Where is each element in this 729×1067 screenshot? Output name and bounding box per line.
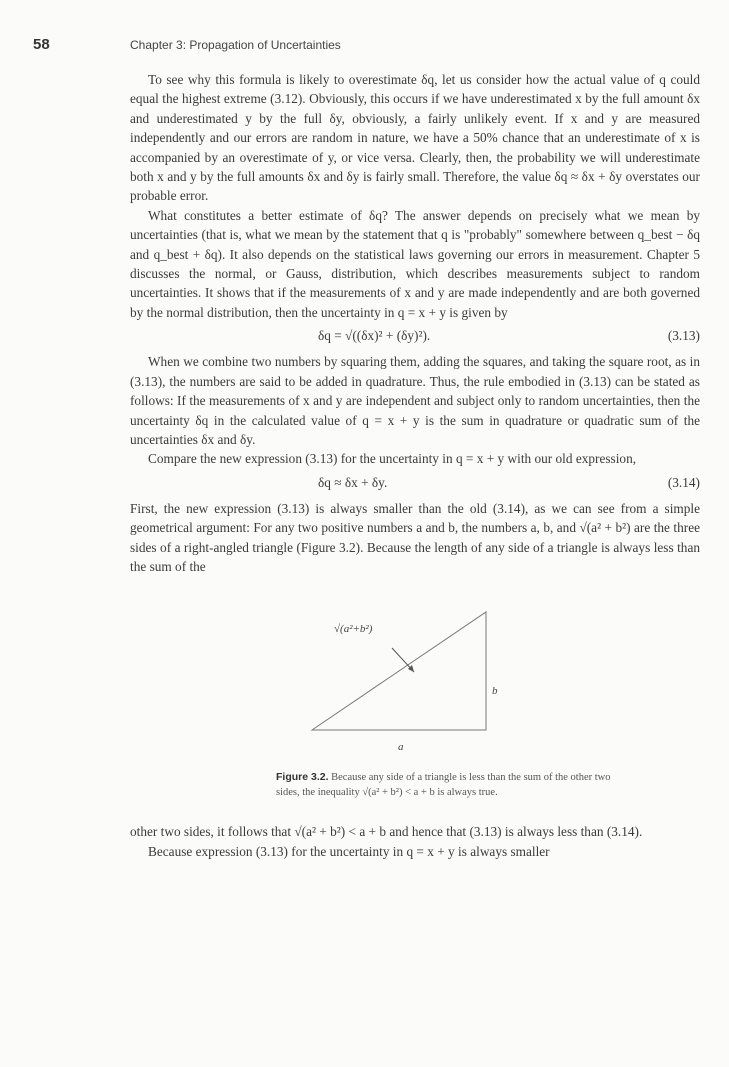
right-triangle-diagram	[300, 590, 500, 740]
figure-caption	[276, 770, 616, 800]
caption-label: Figure 3.2.	[276, 771, 329, 784]
caption-text: Because any side of a triangle is less than the sum of the other two sides, the inequality √(a² + b²) < a + b is always true.	[276, 772, 611, 799]
side-a-label: a	[398, 741, 404, 754]
figure-3-2	[130, 590, 700, 822]
paragraph-4: Compare the new expression (3.13) for the uncertainty in q = x + y with our old expression,	[148, 451, 637, 467]
paragraph-1: To see why this formula is likely to overestimate δq, let us consider how the actual value of q could equal the highest extreme (3.12). Obviously, this occurs if we have underestimated x by the full amount δx and underestimated y by the full δy, obviously, a fairly unlikely event. If x and y are measured independently and our errors are random in nature, we have a 50% chance that an underestimate of x is accompanied by an overestimate of y, or vice versa. Clearly, then, the probability we will underestimate both x and y by the full amounts δx and δy is fairly small. Therefore, the value δq ≈ δx + δy overstates our probable error.	[130, 72, 700, 204]
hypotenuse-label: √(a²+b²)	[334, 623, 373, 636]
equation-3-13-expression: δq = √((δx)² + (δy)²).	[318, 328, 431, 344]
paragraph-5: First, the new expression (3.13) is always smaller than the old (3.14), as we can see from a simple geometrical argument: For any two positive numbers a and b, the numbers a, b, and √(a² + b²) are the three sides of a right-angled triangle (Figure 3.2). Because the length of any side of a triangle is always less than the sum of the	[130, 500, 700, 574]
paragraph-3: When we combine two numbers by squaring them, adding the squares, and taking the square root, as in (3.13), the numbers are said to be added in quadrature. Thus, the rule embodied in (3.13) can be stated as follows: If the measurements of x and y are independent and subject only to random uncertainties, then the uncertainty δq in the calculated value of q = x + y is the sum in quadrature or quadratic sum of the uncertainties δx and δy.	[130, 354, 700, 447]
equation-3-14-number: (3.14)	[667, 474, 700, 490]
page-number: 58	[33, 36, 50, 53]
equation-3-14-expression: δq ≈ δx + δy.	[318, 474, 388, 490]
running-head: Chapter 3: Propagation of Uncertainties	[130, 38, 341, 52]
paragraph-6: other two sides, it follows that √(a² + b²) < a + b and hence that (3.13) is always less than (3.14).	[130, 824, 643, 840]
equation-3-13	[130, 324, 700, 348]
body-text	[130, 70, 700, 861]
equation-3-13-number: (3.13)	[667, 328, 700, 344]
equation-3-14	[130, 471, 700, 495]
paragraph-2: What constitutes a better estimate of δq? The answer depends on precisely what we mean by uncertainties (that is, what we mean by the statement that q is "probably" somewhere between q_best − δq and q_best + δq). It also depends on the statistical laws governing our errors in measurement. Chapter 5 discusses the normal, or Gauss, distribution, which describes measurements subject to random uncertainties. It shows that if the measurements of x and y are made independently and are both governed by the normal distribution, then the uncertainty in q = x + y is given by	[130, 207, 700, 320]
paragraph-7: Because expression (3.13) for the uncertainty in q = x + y is always smaller	[148, 843, 550, 859]
side-b-label: b	[492, 685, 498, 698]
